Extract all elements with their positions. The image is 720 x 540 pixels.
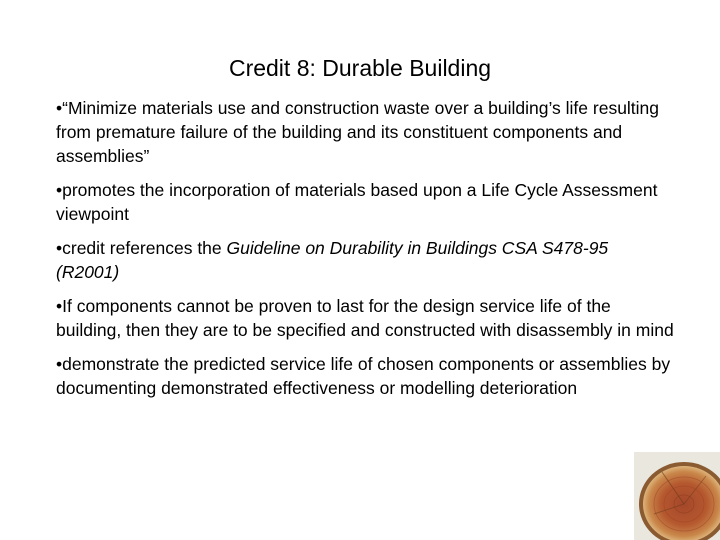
bullet-item: •If components cannot be proven to last for the design service life of the building, then they are to be specified and constructed with disassembly in mind: [56, 296, 674, 340]
bullet-list: [56, 96, 676, 410]
slide-title: Credit 8: Durable Building: [228, 55, 492, 81]
bullet-text: •credit references the: [56, 238, 227, 258]
wood-cross-section-icon: [634, 452, 720, 540]
bullet-item: [56, 236, 676, 284]
guideline-reference: Guideline on Durability in Buildings CSA S478-95 (R2001): [56, 238, 609, 282]
bullet-item: •promotes the incorporation of materials based upon a Life Cycle Assessment viewpoint: [56, 180, 658, 224]
bullet-item: •demonstrate the predicted service life of chosen components or assemblies by documenting demonstrated effectiveness or modelling deterioration: [56, 354, 671, 398]
bullet-item: •“Minimize materials use and construction waste over a building’s life resulting from premature failure of the building and its constituent components and assemblies”: [56, 98, 660, 166]
wood-cross-section-image: [634, 452, 720, 540]
